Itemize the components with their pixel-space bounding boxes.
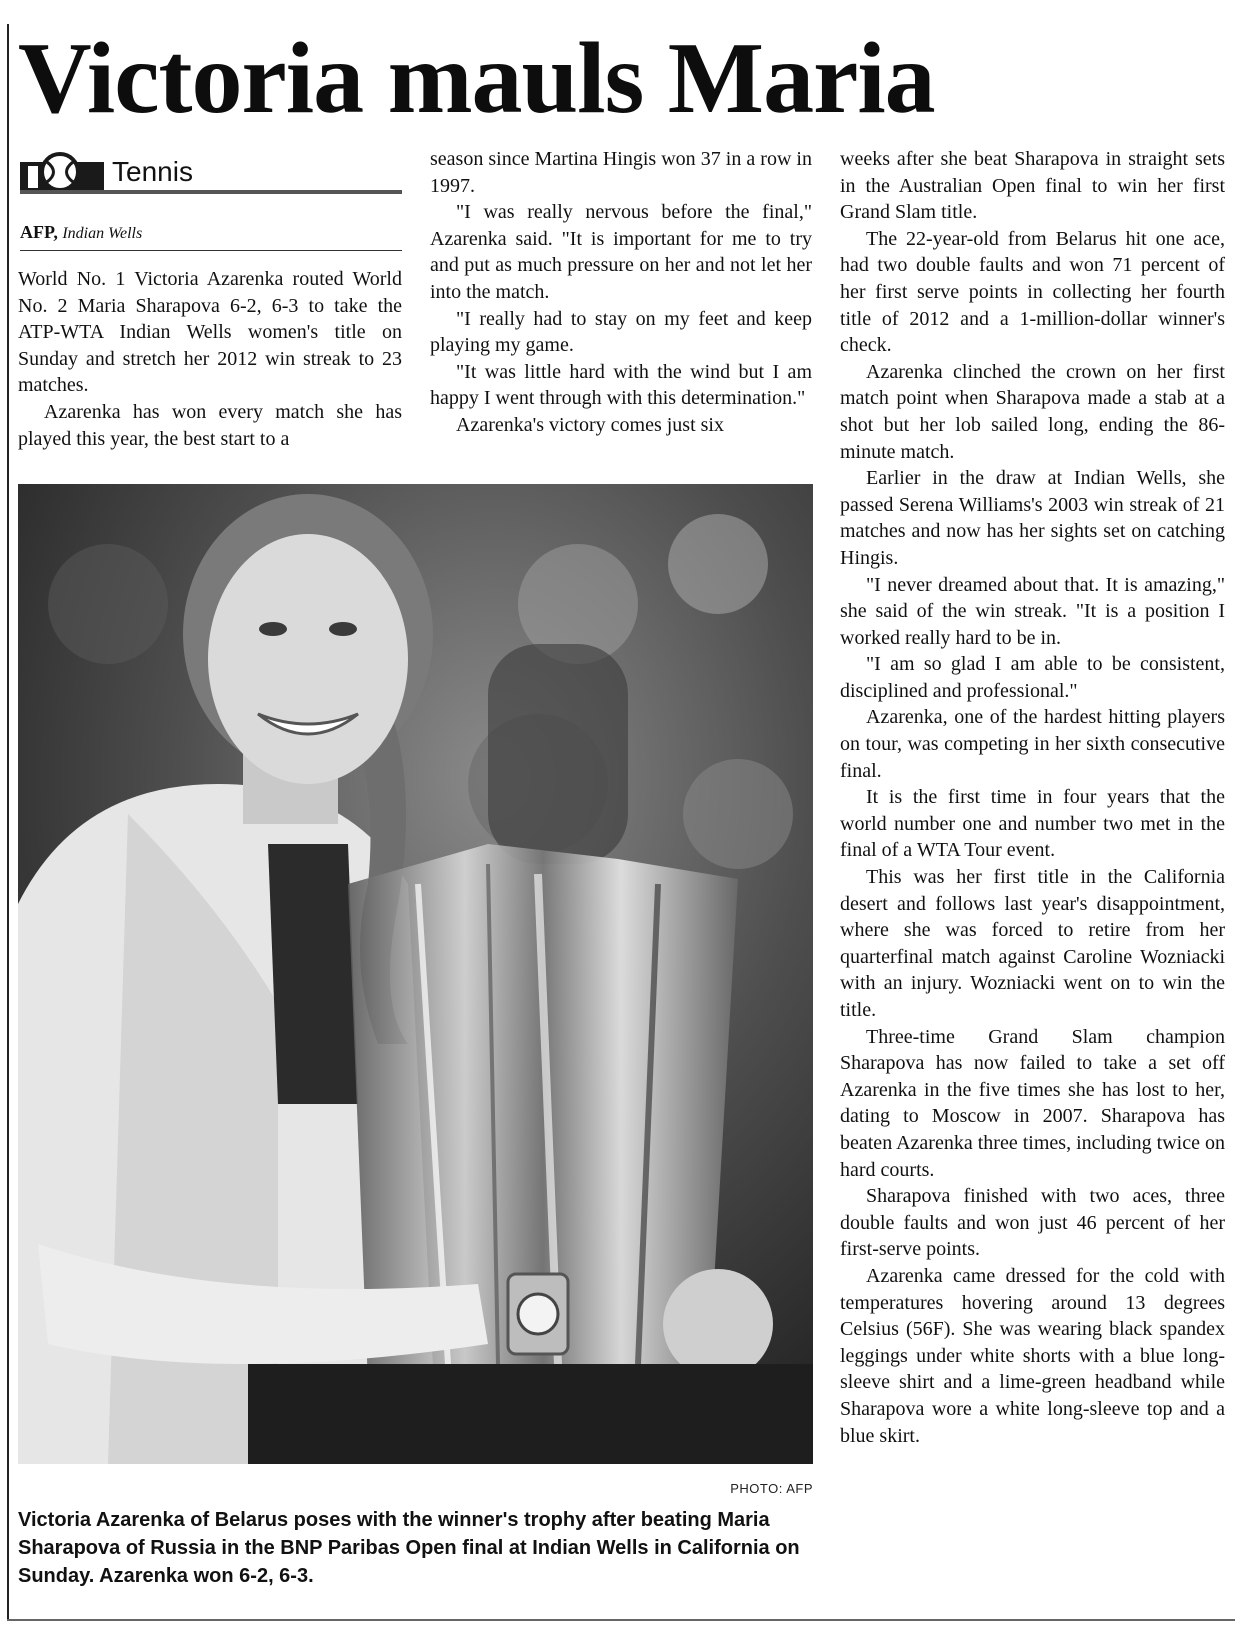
paragraph: "It was little hard with the wind but I am happy I went through with this determination.": [430, 360, 812, 410]
paragraph: Azarenka clinched the crown on her first match point when Sharapova made a stab at a shot but her lob sailed long, ending the 86-minute match.: [840, 360, 1225, 463]
article-column-2: [430, 146, 812, 439]
paragraph: "I really had to stay on my feet and keep playing my game.: [430, 307, 812, 357]
paragraph: It is the first time in four years that the world number one and number two met in the final of a WTA Tour event.: [840, 786, 1225, 862]
dateline-rule: [20, 250, 402, 251]
paragraph: World No. 1 Victoria Azarenka routed World No. 2 Maria Sharapova 6-2, 6-3 to take the ATP-WTA Indian Wells women's title on Sunday and stretch her 2012 win streak to 23 matches.: [18, 268, 402, 397]
article-column-1: [18, 266, 402, 452]
bottom-rule: [7, 1619, 1235, 1621]
section-rule: [20, 190, 402, 194]
paragraph: Three-time Grand Slam champion Sharapova has now failed to take a set off Azarenka in the five times she has lost to her, dating to Moscow in 2007. Sharapova has beaten Azarenka three times, including twice on hard courts.: [840, 1025, 1225, 1181]
tennis-ball-icon: [20, 152, 104, 192]
paragraph: "I was really nervous before the final," Azarenka said. "It is important for me to try and put as much pressure on her and not let her into the match.: [430, 201, 812, 303]
dateline-agency: AFP,: [20, 222, 58, 242]
paragraph: "I never dreamed about that. It is amazing," she said of the win streak. "It is a position I worked really hard to be in.: [840, 573, 1225, 649]
paragraph: Earlier in the draw at Indian Wells, she passed Serena Williams's 2003 win streak of 21 matches and now has her sights set on catching Hingis.: [840, 467, 1225, 569]
headline: Victoria mauls Maria: [18, 22, 935, 135]
paragraph: Azarenka, one of the hardest hitting players on tour, was competing in her sixth consecutive final.: [840, 706, 1225, 782]
article-column-3: [840, 146, 1225, 1449]
photo-credit: PHOTO: AFP: [730, 1481, 813, 1496]
paragraph: Azarenka came dressed for the cold with temperatures hovering around 13 degrees Celsius (56F). She was wearing black spandex leggings under white shorts with a blue long-sleeve shirt and a lime-green headband while Sharapova wore a white long-sleeve top and a blue skirt.: [840, 1264, 1225, 1447]
paragraph: Azarenka's victory comes just six: [456, 413, 724, 436]
news-photo: [18, 484, 813, 1464]
dateline: [20, 220, 402, 246]
photo-caption: Victoria Azarenka of Belarus poses with the winner's trophy after beating Maria Sharapova of Russia in the BNP Paribas Open final at Indian Wells in California on Sunday. Azarenka won 6-2, 6-3.: [18, 1509, 800, 1587]
paragraph: The 22-year-old from Belarus hit one ace, had two double faults and won 71 percent of her first serve points in collecting her fourth title of 2012 and a 1-million-dollar winner's check.: [840, 227, 1225, 357]
section-header: [20, 152, 402, 196]
paragraph: "I am so glad I am able to be consistent, disciplined and professional.": [840, 653, 1225, 702]
section-label: Tennis: [112, 156, 193, 187]
dateline-place: Indian Wells: [62, 225, 143, 242]
paragraph: weeks after she beat Sharapova in straight sets in the Australian Open final to win her first Grand Slam title.: [840, 148, 1225, 224]
left-column-rule: [7, 24, 9, 1619]
paragraph: Sharapova finished with two aces, three double faults and won just 46 percent of her first-serve points.: [840, 1185, 1225, 1261]
paragraph: This was her first title in the California desert and follows last year's disappointment, where she was forced to retire from her quarterfinal match against Caroline Wozniacki with an injury. Wozniacki went on to win the title.: [840, 866, 1225, 1021]
paragraph: Azarenka has won every match she has played this year, the best start to a: [18, 400, 402, 450]
paragraph: season since Martina Hingis won 37 in a row in 1997.: [430, 148, 812, 197]
